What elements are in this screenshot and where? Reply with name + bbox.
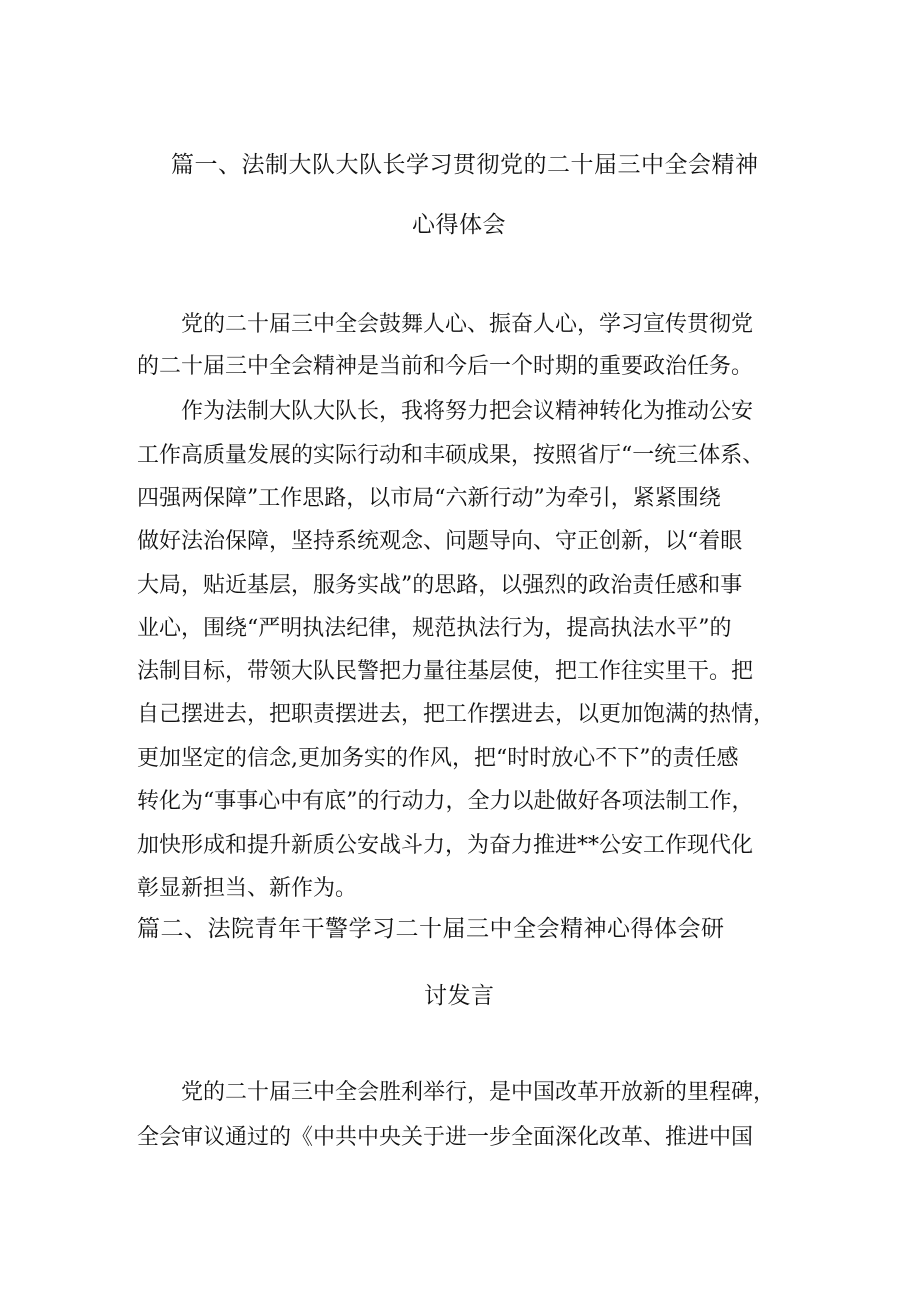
- section1-paragraph2-line: 作为法制大队大队长，我将努力把会议精神转化为推动公安: [181, 399, 754, 424]
- section1-paragraph1-line: 的二十届三中全会精神是当前和今后一个时期的重要政治任务。: [137, 354, 754, 379]
- section2-title-line1: 篇二、法院青年干警学习二十届三中全会精神心得体会研: [137, 916, 725, 942]
- section1-paragraph1-line: 党的二十届三中全会鼓舞人心、振奋人心，学习宣传贯彻党: [181, 312, 754, 337]
- section1-paragraph2-line: 业心，围绕“严明执法纪律，规范执法行为，提高执法水平”的: [137, 616, 732, 641]
- section1-paragraph2-line: 自己摆进去，把职责摆进去，把工作摆进去，以更加饱满的热情，: [137, 702, 776, 727]
- section1-paragraph2-line: 大局，贴近基层，服务实战”的思路，以强烈的政治责任感和事: [137, 573, 743, 598]
- section1-title-line2: 心得体会: [412, 212, 506, 238]
- section1-paragraph2-line: 彰显新担当、新作为。: [137, 876, 358, 901]
- section1-paragraph2-line: 工作高质量发展的实际行动和丰硕成果，按照省厅“一统三体系、: [137, 443, 765, 468]
- section1-paragraph2-line: 四强两保障”工作思路，以市局“六新行动”为牵引，紧紧围绕: [137, 486, 721, 511]
- section1-paragraph2-line: 做好法治保障，坚持系统观念、问题导向、守正创新，以“着眼: [137, 529, 743, 554]
- section1-title-line1: 篇一、法制大队大队长学习贯彻党的二十届三中全会精神: [171, 152, 759, 178]
- section2-paragraph1-line: 党的二十届三中全会胜利举行，是中国改革开放新的里程碑，: [181, 1080, 776, 1105]
- section1-paragraph2-line: 法制目标，带领大队民警把力量往基层使，把工作往实里干。把: [137, 659, 754, 684]
- section2-title-line2: 讨发言: [424, 983, 495, 1009]
- section1-paragraph2-line: 加快形成和提升新质公安战斗力，为奋力推进**公安工作现代化: [137, 833, 754, 858]
- section2-paragraph1-line: 全会审议通过的《中共中央关于进一步全面深化改革、推进中国: [137, 1125, 754, 1150]
- section1-paragraph2-line: 转化为“事事心中有底”的行动力，全力以赴做好各项法制工作，: [137, 789, 754, 814]
- section1-paragraph2-line: 更加坚定的信念,更加务实的作风，把“时时放心不下”的责任感: [137, 746, 739, 771]
